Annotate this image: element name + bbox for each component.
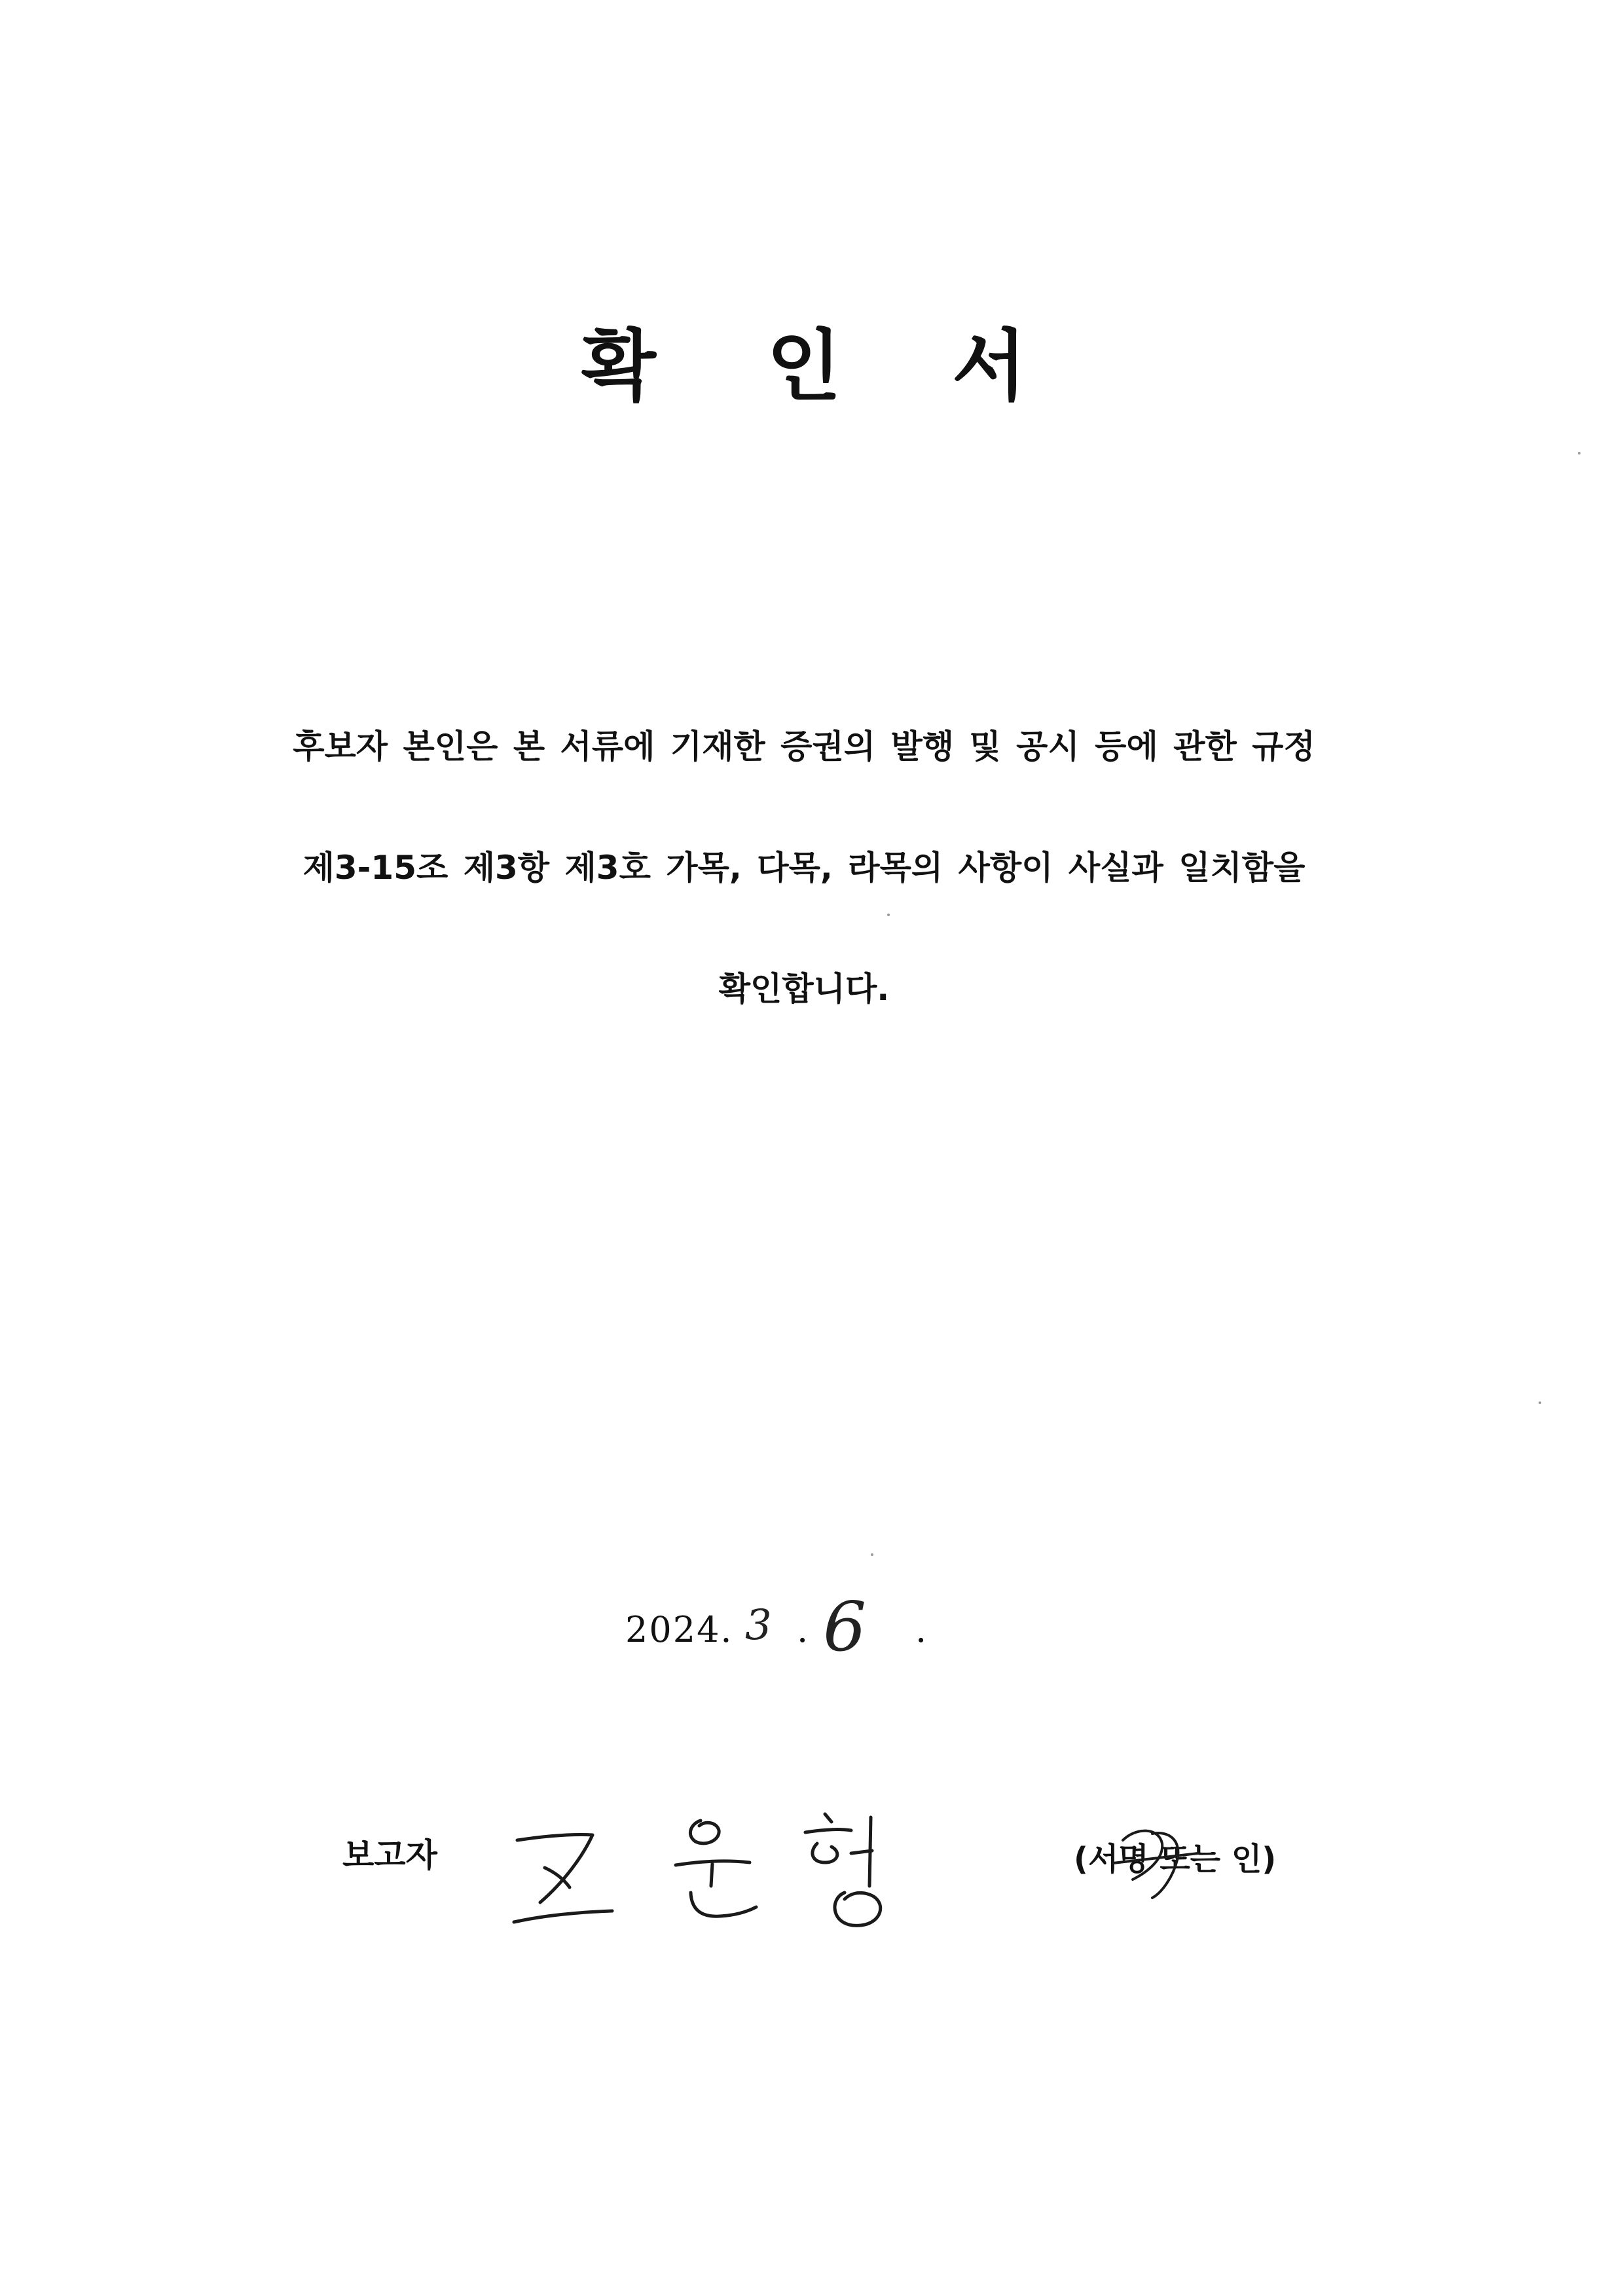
- date-month-handwritten: 3: [745, 1601, 772, 1650]
- reporter-label: 보고자: [342, 1836, 437, 1874]
- scan-speck: [871, 1553, 873, 1556]
- body-line-1: 후보자 본인은 본 서류에 기재한 증권의 발행 및 공시 등에 관한 규정: [293, 728, 1315, 766]
- seal-note: (서명 또는 인): [1074, 1841, 1277, 1878]
- scan-speck: [1578, 452, 1581, 454]
- date-day-handwritten: 6: [823, 1587, 867, 1667]
- date-row: [625, 1587, 1018, 1670]
- date-year: 2024.: [625, 1609, 733, 1650]
- body-line-3: 확인합니다.: [718, 970, 890, 1008]
- date-separator: .: [797, 1609, 809, 1650]
- handwritten-signature: [504, 1794, 962, 1945]
- scan-speck: [1539, 1401, 1541, 1404]
- scan-speck: [887, 914, 890, 916]
- date-end-mark: .: [915, 1609, 927, 1650]
- body-line-2: 제3-15조 제3항 제3호 가목, 다목, 라목의 사항이 사실과 일치함을: [302, 849, 1306, 887]
- seal-scribble-mark: [1106, 1814, 1205, 1906]
- document-title: 확 인 서: [581, 321, 1069, 411]
